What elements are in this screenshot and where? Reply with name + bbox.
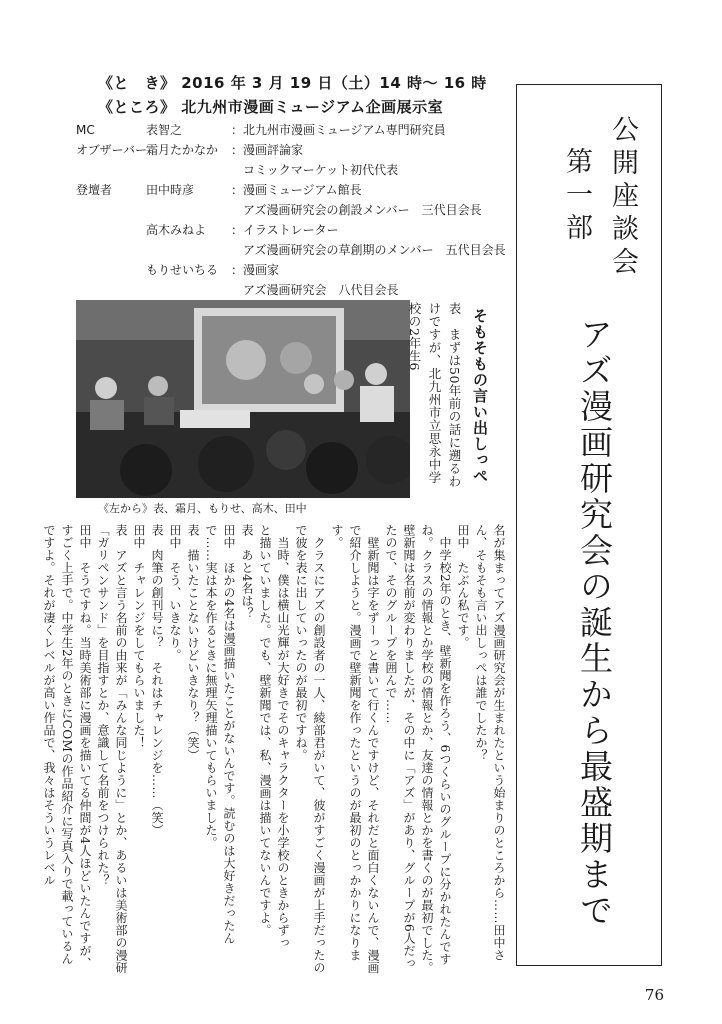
- event-date: 《と き》 2016 年 3 月 19 日（土）14 時～ 16 時: [98, 74, 487, 92]
- title-part-b: 第一部: [561, 147, 592, 246]
- paragraph: 表 アズと言う名前の由来が「みんな同じように」とか、あるいは美術部の漫研「ガリペンサンド」を目指すとか、意識して名前をつけられた？: [96, 524, 128, 974]
- paragraph: 表 描いたことないけどいきなり？（笑）: [186, 524, 200, 762]
- paragraph: クラスにアズの創設者の一人、綾部君がいて、彼がすごく漫画が上手だったので彼を表に出していったのが最初ですね。: [294, 524, 326, 974]
- paragraph: 表 あと4名は？: [240, 524, 254, 620]
- event-place: 《ところ》 北九州市漫画ミュージアム企画展示室: [98, 98, 444, 116]
- paragraph: 田中 チャレンジをしてもらいました！: [132, 524, 146, 749]
- paragraph: 田中 そう、いきなり。: [168, 524, 182, 662]
- paragraph: と描いていました。でも、壁新聞では、私、漫画は描いてないんですよ。: [258, 524, 272, 937]
- body-text-top: [407, 302, 464, 496]
- title-main: アズ漫画研究会の誕生から最盛期まで: [575, 317, 614, 929]
- paragraph: 表 まずは50年前の話に遡るわけですが、北九州市立思永中学校の2年生6: [407, 302, 462, 488]
- paragraph: 田中 そうですね。当時美術部に漫画を描いてる仲間が4人ほどいたんですが、すごく上手で。中学生2年のときにCOMの作品紹介に写真入りで載っているんですよ。それが凄くレベルが高い作品で、我々はそういうレベル: [42, 524, 92, 970]
- photo-caption: 《左から》表、霜月、もりせ、高木、田中: [98, 502, 307, 515]
- paragraph: 田中 たぶん私です。: [456, 524, 470, 649]
- paragraph: 当時、僕は横山光輝が大好きでそのキャラクターを小学校のときからずっ: [276, 524, 290, 949]
- paragraph: 壁新聞は字をずーっと書いて行くんですけど、それだと面白くないんで、漫画で紹介しようと。漫画で壁新聞を作ったというのが最初のとっかかりになります。: [330, 524, 380, 974]
- page-number: 76: [644, 986, 664, 1004]
- paragraph: 名が集まってアズ漫画研究会が生まれたという始まりのところから……田中さん、そもそも言い出しっぺは誰でしたか？: [474, 524, 506, 962]
- body-text-bottom: [42, 524, 508, 976]
- paragraph: 表 肉筆の創刊号に？ それはチャレンジを……（笑）: [150, 524, 164, 837]
- event-photo-image: [76, 300, 410, 498]
- paragraph: 中学校2年のとき、壁新聞を作ろう、6つくらいのグループに分かれたんですね。クラスの情報とか学校の情報とか、友達の情報とかを書くのが最初でした。壁新聞は名前が変わりましたが、その中に「アズ」があり、グループが6人だったので、そのグループを囲んで……: [384, 524, 452, 974]
- title-box: [516, 84, 662, 966]
- title-part-a: 公開座談会: [607, 115, 638, 280]
- paragraph: 田中 ほかの4名は漫画描いたことがないんです。読むのは大好きだったんで……実は本を作るときに無理矢理描いてもらいました。: [204, 524, 236, 945]
- section-heading: そもそもの言い出しっぺ: [471, 308, 489, 484]
- cast-list: MC 表智之 ：北九州市漫画ミュージアム専門研究員 オブザーバー 霜月たかなか ：漫画評論家 コミックマーケット初代代表 登壇者 田中時彦 ：漫画ミュージアム館長 アズ漫画研究会の創設メンバー 三代目会長 高木みねよ ：イラストレーター アズ漫画研究会の草創期のメンバー 五代目会長 もりせいちる ：漫画家 アズ漫画研究会 八代目会長: [76, 123, 506, 297]
- event-photo: [76, 300, 410, 498]
